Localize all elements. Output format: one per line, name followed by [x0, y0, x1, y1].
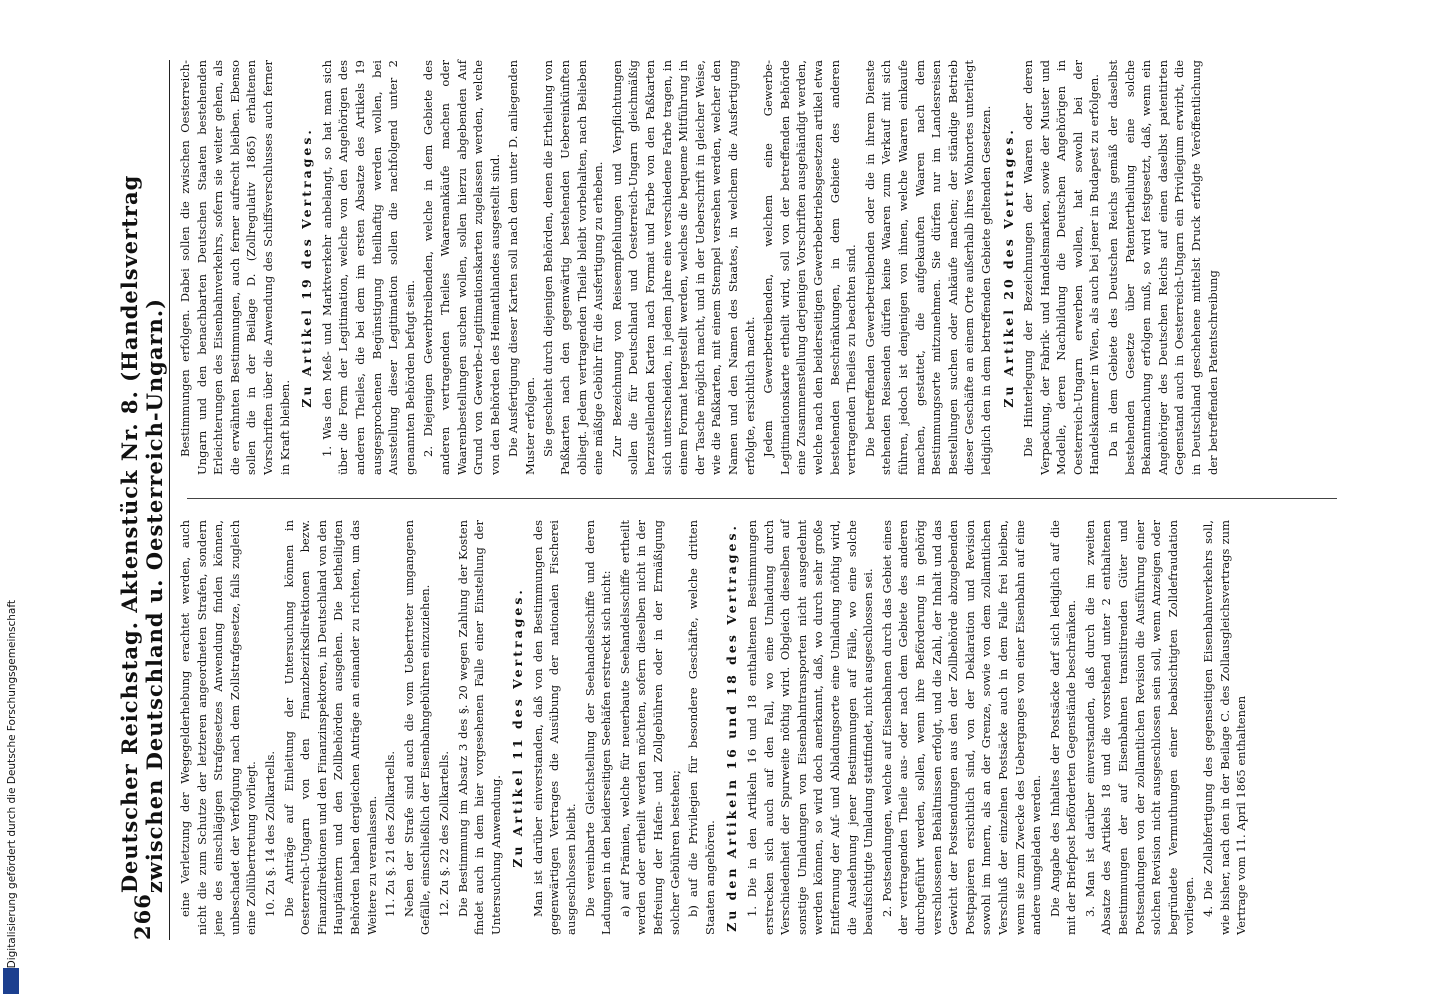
paragraph: eine Verletzung der Wegegelderhebung erachtet werden, auch nicht die zum Schutze der letzteren angeordneten Strafen, sondern jene des einschlägigen Strafgesetzes Anwendung finden können, unbeschadet der Verfolgung nach dem Zollstrafgesetze, falls zugleich eine Zollübertretung vorliegt. [178, 520, 259, 935]
section-heading: Zu Artikel 20 des Vertrages. [1000, 127, 1016, 408]
paragraph: Die Bestimmung im Absatz 3 des §. 20 wegen Zahlung der Kosten findet auch in dem hier vorgesehenen Falle einer Einstellung der Untersuchung Anwendung. [455, 520, 503, 935]
paragraph: 2. Diejenigen Gewerbtreibenden, welche in dem Gebiete des anderen vertragenden Theiles Waarenankäufe machen oder Waarenbestellungen suchen wollen, sollen hierzu abgebenden Auf Grund von Gewerbe-Legitimationskarten zugelassen werden, welche von den Behörden des Heimathlandes ausgestellt sind. [421, 60, 502, 475]
paragraph: Man ist darüber einverstanden, daß von den Bestimmungen des gegenwärtigen Vertrages die Ausübung der nationalen Fischerei ausgeschlossen bleibt. [530, 520, 579, 935]
paragraph: 11. Zu §. 21 des Zollkartells. [383, 750, 398, 917]
paragraph: Neben der Strafe sind auch die vom Uebertreter umgangenen Gefälle, einschließlich der Eisenbahngebühren einzuziehen. [401, 520, 433, 935]
paragraph: Jedem Gewerbetreibenden, welchem eine Gewerbe-Legitimationskarte ertheilt wird, soll von der betreffenden Behörde eine Zusammenstellung derjenigen Vorschriften ausgehändigt werden, welche nach den beiderseitigen Gewerbebetriebsgesetzen artikel etwa bestehenden Beschränkungen, in dem Gebiete des anderen vertragenden Theiles zu beachten sind. [761, 60, 859, 475]
section-heading: Zu Artikel 11 des Vertrages. [510, 587, 526, 868]
paragraph: Die vereinbarte Gleichstellung der Seehandelsschiffe und deren Ladungen in den beiderseitigen Seehäfen erstreckt sich nicht: [582, 520, 614, 935]
paragraph: Bestimmungen erfolgen. Dabei sollen die zwischen Oesterreich-Ungarn und den benachbarten Deutschen Staaten bestehenden Erleichterungen des Eisenbahnverkehrs, sofern sie weiter gehen, als die erwähnten Bestimmungen, auch ferner aufrecht bleiben. Ebenso sollen die in der Beilage D. (Zollregulativ 1865) erhaltenen Vorschriften über die Anwendung des Schiffsverschlusses auch ferner in Kraft bleiben. [178, 60, 292, 475]
section-heading: Zu Artikel 19 des Vertrages. [299, 127, 315, 408]
digitization-credit: Digitalisierung gefördert durch die Deutsche Forschungsgemeinschaft [6, 600, 18, 969]
paragraph: Die Ausfertigung dieser Karten soll nach dem unter D. anliegenden Muster erfolgen. [506, 60, 537, 475]
running-header [117, 60, 167, 940]
page-number: 266 [129, 893, 155, 940]
paragraph: Die Angabe des Inhaltes der Postsäcke darf sich lediglich auf die mit der Briefpost beförderten Gegenstände beschränken. [1047, 520, 1079, 935]
left-column [177, 520, 1352, 935]
right-column [177, 60, 1352, 475]
paragraph: 4. Die Zollabfertigung des gegenseitigen Eisenbahnverkehrs soll, wie bisher, nach den in der Beilage C. des Zollausgleichsvertrags zum Vertrage vom 11. April 1865 enthaltenen [1201, 520, 1249, 935]
paragraph: 12. Zu §. 22 des Zollkartells. [436, 750, 451, 917]
paragraph: b) auf die Privilegien für besondere Geschäfte, welche dritten Staaten angehören. [686, 520, 717, 935]
paragraph: a) auf Prämien, welche für neuerbaute Seehandelsschiffe ertheilt werden oder ertheilt werden möchten, sofern dieselben nicht in der Befreiung der Hafen- und Zollgebühren oder in der Ermäßigung solcher Gebühren bestehen; [617, 520, 682, 935]
paragraph: Die Hinterlegung der Bezeichnungen der Waaren oder deren Verpackung, der Fabrik- und Handelsmarken, sowie der Muster und Modelle, deren Nachbildung die Deutschen Angehörigen in Oesterreich-Ungarn erwerben wollen, hat sowohl bei der Handelskammer in Wien, als auch bei jener in Budapest zu erfolgen. [1021, 60, 1102, 475]
column-divider [187, 498, 1337, 499]
dfg-logo [3, 968, 19, 994]
paragraph: Die Anträge auf Einleitung der Untersuchung können in Oesterreich-Ungarn von den Finanzbezirksdirektionen bezw. Finanzdirektionen und den Finanzinspektoren, in Deutschland von den Hauptämtern und den Zollbehörden ausgehen. Die betheiligten Behörden haben dergleichen Anträge an einander zu richten, um das Weitere zu veranlassen. [281, 520, 379, 935]
paragraph: 1. Was den Meß- und Marktverkehr anbelangt, so hat man sich über die Form der Legitimation, welche von den Angehörigen des anderen Theiles, die bei dem im ersten Absatze des Artikels 19 ausgesprochenen Begünstigung theilhaftig werden wollen, bei Ausstellung dieser Legitimation sollen die nachfolgend unter 2 genannten Behörden befugt sein. [319, 60, 417, 475]
paragraph: Da in dem Gebiete des Deutschen Reichs gemäß der daselbst bestehenden Gesetze über Patentertheilung eine solche Bekanntmachung erfolgen muß, so wird festgesetzt, daß, wenn ein Angehöriger des Deutschen Reichs auf einen daselbst patentirten Gegenstand auch in Oesterreich-Ungarn ein Privilegium erwirbt, die in Deutschland geschehene mittelst Druck erfolgte Veröffentlichung der betreffenden Patentschreibung [1106, 60, 1220, 475]
header-rule [169, 60, 170, 940]
paragraph: 1. Die in den Artikeln 16 und 18 enthaltenen Bestimmungen erstrecken sich auch auf den Fall, wo eine Umladung durch Verschiedenheit der Spurweite nöthig wird. Obgleich dieselben auf sonstige Umladungen von Eisenbahntransporten nicht ausgedehnt werden können, so wird doch anerkannt, daß, wo durch sehr große Entfernung der Auf- und Abladungsorte eine Umladung nöthig wird, die Ausdehnung jener Bestimmungen auf Fälle, wo eine solche beaufsichtigte Umladung stattfindet, nicht ausgeschlossen sei. [745, 520, 876, 935]
paragraph: 2. Postsendungen, welche auf Eisenbahnen durch das Gebiet eines der vertragenden Theile aus- oder nach dem Gebiete des anderen durchgeführt werden, sollen, wenn ihre Beförderung in gehörig verschlossenen Behältnissen erfolgt, und die Zahl, der Inhalt und das Gewicht der Postsendungen aus den der Zollbehörde abzugebenden Postpapieren ersichtlich sind, von der Deklaration und Revision sowohl im Innern, als an der Grenze, sowie von dem zollamtlichen Verschluß der einzelnen Postsäcke auch in dem Falle frei bleiben, wenn sie zum Zwecke des Ueberganges von einer Eisenbahn auf eine andere umgeladen werden. [879, 520, 1044, 935]
paragraph: 3. Man ist darüber einverstanden, daß durch die im zweiten Absatze des Artikels 18 und die vorstehend unter 2 enthaltenen Bestimmungen der auf Eisenbahnen transitirenden Güter und Postsendungen von der zollamtlichen Revision die Ausführung einer solchen Revision nicht ausgeschlossen sein soll, wenn Anzeigen oder begründete Vermuthungen einer beabsichtigten Zolldefraudation vorliegen. [1082, 520, 1197, 935]
running-title: Deutscher Reichstag. Aktenstück Nr. 8. (Handelsvertrag zwischen Deutschland u. Oesterreich-Ungarn.) [117, 174, 167, 894]
paragraph: Zur Bezeichnung von Reiseempfehlungen und Verpflichtungen sollen die für Deutschland und Oesterreich-Ungarn gleichmäßig herzustellenden Karten nach Format und Farbe von den Paßkarten sich unterscheiden, in jedem Jahre eine verschiedene Farbe tragen, in einem Format hergestellt werden, welches die bequeme Mitführung in der Tasche möglich macht, und in der Ueberschrift in gleicher Weise, wie die Paßkarten, mit einem Stempel versehen werden, welcher den Namen und den Namen des Staates, in welchem die Ausfertigung erfolgte, ersichtlich macht. [609, 60, 757, 475]
paragraph: Die betreffenden Gewerbetreibenden oder die in ihrem Dienste stehenden Reisenden dürfen keine Waaren zum Verkauf mit sich führen, jedoch ist denjenigen von ihnen, welche Waaren einkaufe machen, gestattet, die aufgekauften Waaren nach dem Bestimmungsorte mitzunehmen. Sie dürfen nur im Landesreisen Bestellungen suchen oder Ankäufe machen; der ständige Betrieb dieser Geschäfte an einem Orte außerhalb ihres Wohnortes unterliegt lediglich den in dem betreffenden Gebiete geltenden Gesetzen. [862, 60, 993, 475]
section-heading: Zu den Artikeln 16 und 18 des Vertrages. [724, 523, 740, 932]
paragraph: 10. Zu §. 14 des Zollkartells. [262, 750, 277, 917]
paragraph: Sie geschieht durch diejenigen Behörden, denen die Ertheilung von Paßkarten nach den gegenwärtig bestehenden Uebereinkünften obliegt. Jedem vertragenden Theile bleibt vorbehalten, nach Belieben eine mäßige Gebühr für die Ausfertigung zu erheben. [541, 60, 606, 475]
